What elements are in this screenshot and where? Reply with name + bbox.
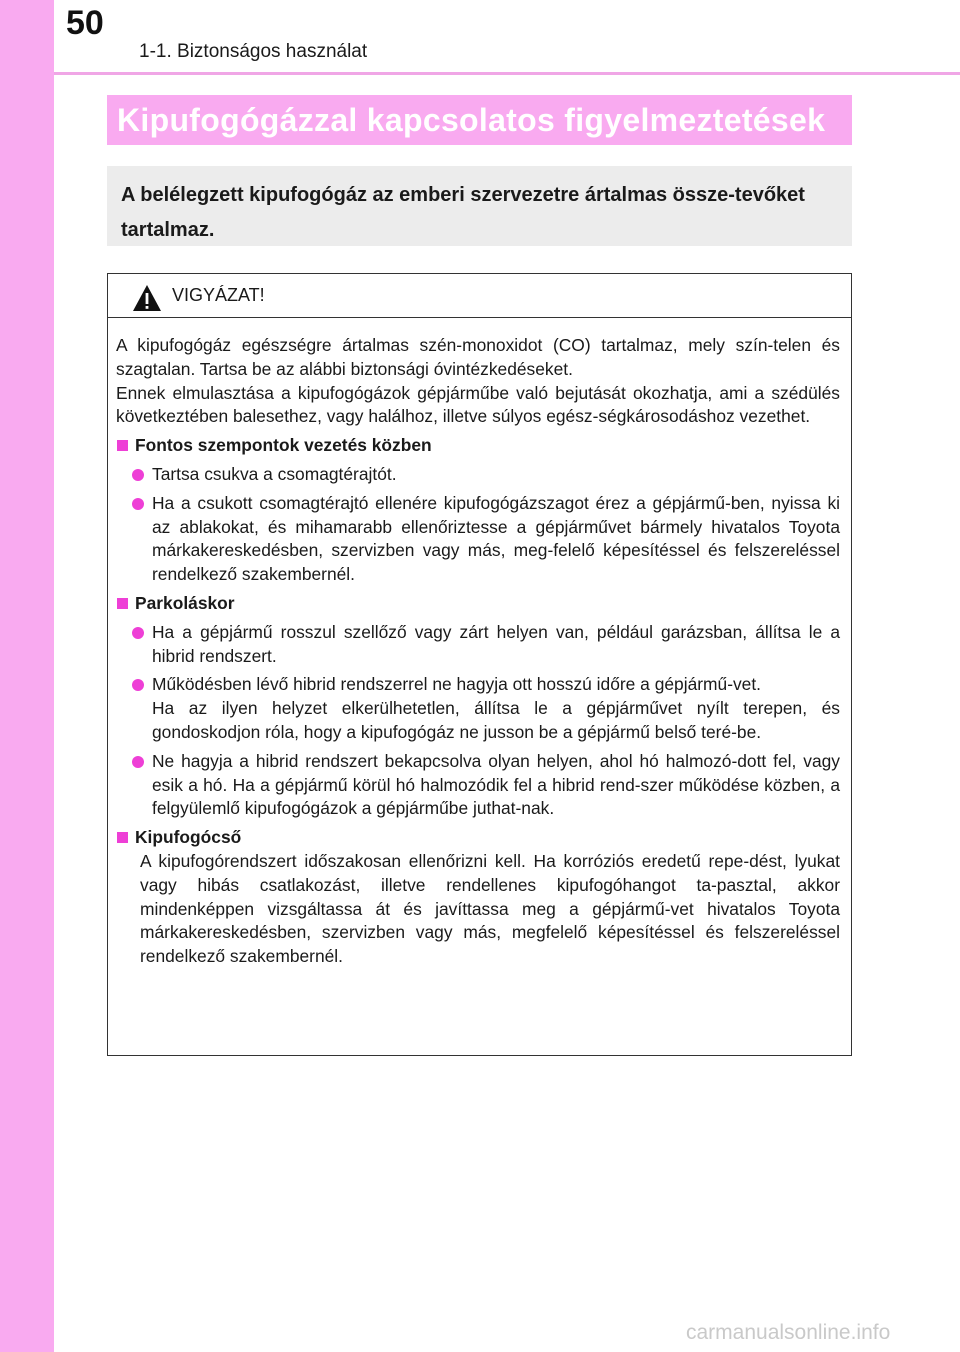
list-item-text-line: Működésben lévő hibrid rendszerrel ne hagyja ott hosszú időre a gépjármű-vet. [152,674,762,695]
section-heading-parking [116,592,840,616]
list-item [116,621,840,669]
section-label: Kipufogócső [135,827,242,848]
warning-intro-paragraph: A kipufogógáz egészségre ártalmas szén-monoxidot (CO) tartalmaz, mely szín-telen és szagtalan. Tartsa be az alábbi biztonsági óvintézkedéseket. [116,335,840,379]
circle-bullet-icon [132,756,144,768]
warning-consequence-paragraph: Ennek elmulasztása a kipufogógázok gépjárműbe való bejutását okozhatja, ami a szédülés következtében balesethez, vagy halálhoz, illetve súlyos egész-ségkárosodáshoz vezethet. [116,382,840,427]
circle-bullet-icon [132,498,144,510]
list-item-text [152,673,840,744]
list-item-extra-text: Ha az ilyen helyzet elkerülhetetlen, állítsa le a gépjárművet nyílt terepen, és gondoskodjon róla, hogy a kipufogógáz ne jusson be a gépjármű belső teré-be. [152,698,840,742]
header-rule [54,72,960,75]
list-item-text: Ha a csukott csomagtérajtó ellenére kipufogógázszagot érez a gépjármű-ben, nyissa ki az ablakokat, és mihamarabb ellenőriztesse a gépjárművet bármely hivatalos Toyota márkakereskedésben, szervizben vagy más, meg-felelő képesítéssel és felszereléssel rendelkező szakembernél. [152,492,840,585]
square-bullet-icon [117,598,128,609]
list-item [116,750,840,821]
warning-body [108,318,851,969]
list-item-text: Ha a gépjármű rosszul szellőző vagy zárt helyen van, például garázsban, állítsa le a hibrid rendszert. [152,621,840,666]
list-item [116,492,840,587]
section-label: Parkoláskor [135,592,235,613]
list-item [116,673,840,744]
exhaust-pipe-paragraph: A kipufogórendszert időszakosan ellenőrizni kell. Ha korróziós eredetű repe-dést, lyukat vagy hibás csatlakozást, illetve rendellenes kipufogóhangot ta-pasztal, akkor mindenképpen vizsgáltassa át és javíttassa meg a gépjármű-vet hivatalos Toyota márkakereskedésben, szervizben vagy más, megfelelő képesítéssel és felszereléssel rendelkező szakembernél. [140,850,840,967]
warning-box [107,273,852,1056]
circle-bullet-icon [132,469,144,481]
section-title-bar [107,95,852,145]
section-title: Kipufogógázzal kapcsolatos figyelmeztetések [117,101,826,138]
list-item-text: Ne hagyja a hibrid rendszert bekapcsolva olyan helyen, ahol hó halmozó-dott fel, vagy esik a hó. Ha a gépjármű körül hó halmozódik fel a hibrid rend-szer működése közben, a felgyülemlő kipufogógázok a gépjárműbe juthat-nak. [152,750,840,819]
square-bullet-icon [117,440,128,451]
watermark: carmanualsonline.info [686,1321,891,1344]
section-label: Fontos szempontok vezetés közben [135,435,432,456]
square-bullet-icon [117,832,128,843]
section-heading-exhaust-pipe [116,826,840,850]
chapter-heading: 1-1. Biztonságos használat [139,41,368,62]
section-heading-driving [116,434,840,458]
intro-summary: A belélegzett kipufogógáz az emberi szervezetre ártalmas össze-tevőket tartalmaz. [107,166,852,246]
circle-bullet-icon [132,679,144,691]
warning-label: VIGYÁZAT! [172,285,265,305]
warning-header [108,274,851,318]
page-number: 50 [66,4,104,42]
circle-bullet-icon [132,627,144,639]
list-item-text: Tartsa csukva a csomagtérajtót. [152,463,397,484]
list-item [116,463,840,487]
side-tab-band [0,0,54,1352]
warning-triangle-icon [132,284,162,312]
